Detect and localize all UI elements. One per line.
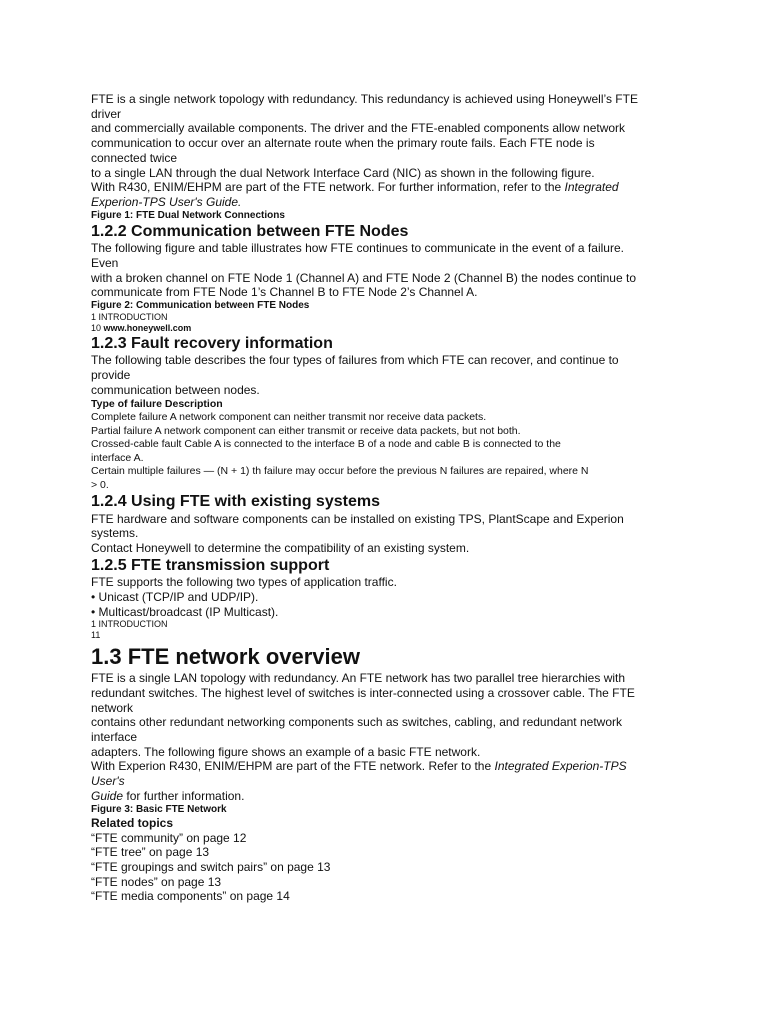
- s122-line-1: The following figure and table illustrates how FTE continues to communicate in the event of a failure.: [91, 241, 624, 256]
- intro-line-2: driver: [91, 106, 122, 121]
- document-page: [91, 92, 671, 904]
- failure-table-row: Crossed-cable fault Cable A is connected to the interface B of a node and cable B is connected to the: [91, 438, 561, 451]
- s122-line-4: communicate from FTE Node 1’s Channel B to FTE Node 2’s Channel A.: [91, 285, 478, 300]
- failure-table-row: interface A.: [91, 451, 144, 464]
- intro-line-7: [91, 180, 671, 195]
- intro-line-8: [91, 195, 671, 210]
- intro-line-4: communication to occur over an alternate route when the primary route fails. Each FTE node is: [91, 136, 595, 151]
- page-number: 10: [91, 322, 102, 333]
- s122-line-2: Even: [91, 255, 119, 270]
- intro-line-6: to a single LAN through the dual Network Interface Card (NIC) as shown in the following figure.: [91, 165, 595, 180]
- s13-line-9-italic: Guide: [91, 788, 124, 803]
- s13-line-9: [91, 789, 671, 804]
- s13-line-2: redundant switches. The highest level of switches is inter-connected using a crossover cable. The FTE: [91, 685, 635, 700]
- intro-line-5: connected twice: [91, 150, 178, 165]
- page-footer: [91, 323, 671, 334]
- related-topic-link[interactable]: “FTE community” on page 12: [91, 830, 247, 845]
- intro-line-7-italic: Integrated: [564, 180, 619, 195]
- failure-table-row: Complete failure A network component can neither transmit nor receive data packets.: [91, 411, 487, 424]
- s13-line-5: interface: [91, 730, 138, 745]
- s123-line-2: provide: [91, 368, 131, 383]
- s13-line-9-text: for further information.: [123, 788, 245, 803]
- intro-line-7-text: With R430, ENIM/EHPM are part of the FTE network. For further information, refer to the: [91, 180, 565, 195]
- s13-line-3: network: [91, 700, 134, 715]
- s13-line-8-italic: User's: [91, 774, 125, 789]
- section-1-2-5-heading: 1.2.5 FTE transmission support: [91, 556, 330, 574]
- s124-line-2: systems.: [91, 526, 139, 541]
- related-topic-link[interactable]: “FTE tree” on page 13: [91, 845, 210, 860]
- section-1-2-4-heading: 1.2.4 Using FTE with existing systems: [91, 493, 380, 511]
- s13-line-7: [91, 759, 671, 774]
- intro-line-1: FTE is a single network topology with redundancy. This redundancy is achieved using Honeywell’s FTE: [91, 92, 638, 106]
- s122-line-3: with a broken channel on FTE Node 1 (Channel A) and FTE Node 2 (Channel B) the nodes continue to: [91, 270, 636, 285]
- s125-line-1: FTE supports the following two types of application traffic.: [91, 575, 397, 590]
- figure-3-caption: Figure 3: Basic FTE Network: [91, 803, 227, 815]
- s13-line-7-italic: Integrated Experion-TPS: [494, 759, 627, 774]
- page-number: 11: [91, 630, 101, 641]
- related-topic-link[interactable]: “FTE groupings and switch pairs” on page 13: [91, 860, 331, 874]
- intro-line-8-italic: Experion-TPS User's Guide.: [91, 194, 242, 209]
- s13-line-1: FTE is a single LAN topology with redundancy. An FTE network has two parallel tree hierarchies with: [91, 671, 626, 686]
- section-1-2-3-heading: 1.2.3 Fault recovery information: [91, 334, 333, 352]
- s13-line-6: adapters. The following figure shows an example of a basic FTE network.: [91, 744, 481, 759]
- s123-line-3: communication between nodes.: [91, 382, 260, 397]
- related-topics-heading: Related topics: [91, 815, 174, 830]
- s124-line-3: Contact Honeywell to determine the compatibility of an existing system.: [91, 540, 470, 555]
- page-footer-section: 1 INTRODUCTION: [91, 311, 168, 322]
- s13-line-7-text: With Experion R430, ENIM/EHPM are part of the FTE network. Refer to the: [91, 759, 495, 774]
- related-topic-link[interactable]: “FTE nodes” on page 13: [91, 874, 222, 889]
- intro-line-3: and commercially available components. The driver and the FTE-enabled components allow network: [91, 121, 626, 136]
- failure-table-row: Partial failure A network component can either transmit or receive data packets, but not both.: [91, 424, 521, 437]
- footer-website: www.honeywell.com: [103, 322, 192, 333]
- bullet-multicast: • Multicast/broadcast (IP Multicast).: [91, 604, 279, 619]
- bullet-unicast: • Unicast (TCP/IP and UDP/IP).: [91, 589, 259, 604]
- figure-1-caption: Figure 1: FTE Dual Network Connections: [91, 209, 285, 221]
- s13-line-8: [91, 774, 671, 789]
- s13-line-4: contains other redundant networking components such as switches, cabling, and redundant network: [91, 715, 622, 730]
- section-1-2-2-heading: 1.2.2 Communication between FTE Nodes: [91, 222, 409, 240]
- failure-table-row: > 0.: [91, 478, 109, 491]
- s123-line-1: The following table describes the four types of failures from which FTE can recover, and continue to: [91, 353, 619, 368]
- failure-table-row: Certain multiple failures — (N + 1) th failure may occur before the previous N failures are repaired, where N: [91, 465, 589, 478]
- failure-table-header: Type of failure Description: [91, 397, 223, 410]
- related-topic-link[interactable]: “FTE media components” on page 14: [91, 889, 290, 904]
- page-footer-section: 1 INTRODUCTION: [91, 619, 168, 630]
- section-1-3-heading: 1.3 FTE network overview: [91, 644, 360, 670]
- s124-line-1: FTE hardware and software components can be installed on existing TPS, PlantScape and Experion: [91, 511, 624, 526]
- figure-2-caption: Figure 2: Communication between FTE Nodes: [91, 299, 310, 311]
